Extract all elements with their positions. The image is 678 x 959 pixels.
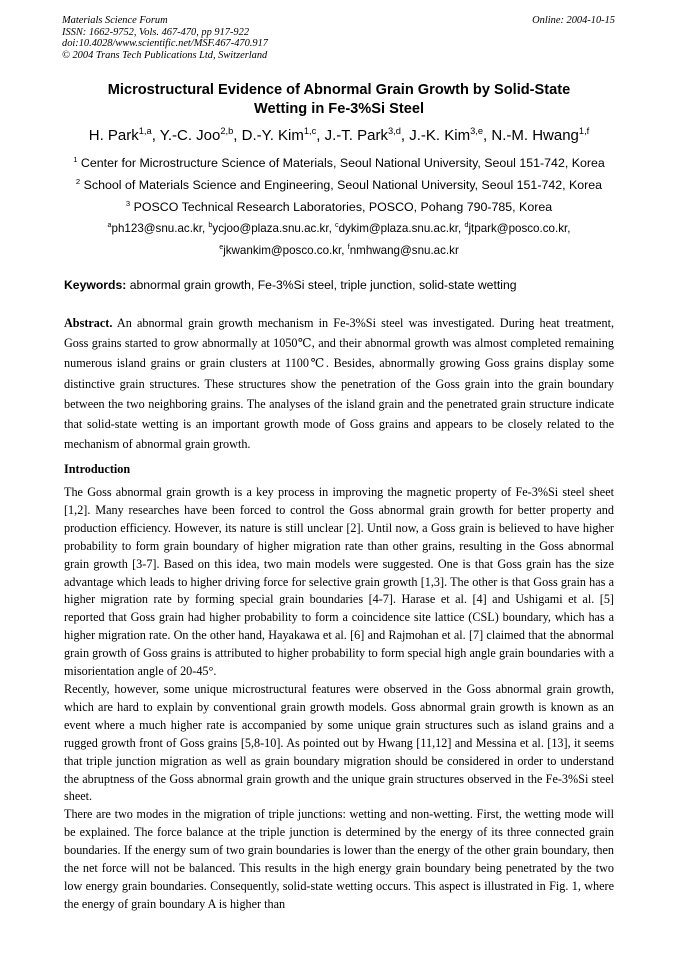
- section-heading-introduction: Introduction: [64, 462, 131, 476]
- paper-title: [40, 81, 638, 118]
- author: Y.-C. Joo$^{2,b}$: [159, 126, 234, 144]
- doi-line[interactable]: doi:10.4028/www.scientific.net/MSF.467-470.917: [62, 38, 268, 49]
- author: N.-M. Hwang$^{1,f}$: [491, 126, 590, 144]
- paragraph: The Goss abnormal grain growth is a key process in improving the magnetic property of Fe-3%Si steel sheet [1,2]. Many researches have been forced to control the Goss abnormal grain growth for better property and production efficiency. However, its nature is still unclear [2]. Until now, a Goss grain is believed to have higher probability to form grain boundary of higher migration rate than other grains, resulting in the Goss abnormal grain growth [3-7]. Based on this idea, two main models were suggested. One is that Goss grain has the size advantage which leads to higher driving force for selective grain growth [1,3]. The other is that Goss grain has a higher migration rate by forming special grain boundaries [4-7]. Harase et al. [4] and Ushigami et al. [5] reported that Goss grain had higher probability to form a coincidence site lattice (CSL) boundary, which has a higher migration rate. On the other hand, Hayakawa et al. [6] and Rajmohan et al. [7] claimed that the abnormal grain growth of Goss grains is attributed to higher probability to form special high angle grain boundaries with a misorientation angle of 20-45°.: [64, 485, 614, 679]
- affiliation: $^3$ POSCO Technical Research Laboratories, POSCO, Pohang 790-785, Korea: [125, 198, 553, 214]
- email-link[interactable]: nmhwang@snu.ac.kr: [349, 244, 459, 257]
- affiliation: $^2$ School of Materials Science and Engineering, Seoul National University, Seoul 151-742, Korea: [75, 176, 603, 192]
- abstract-text: An abnormal grain growth mechanism in Fe-3%Si steel was investigated. During heat treatment, Goss grains started to grow abnormally at 1050℃, and their abnormal growth was almost completed remaining numerous island grains or grain clusters at 1100℃. Besides, abnormally growing Goss grains display some distinctive grain structures. These structures show the penetration of the Goss grain into the grain boundary between the two neighboring grains. The analyses of the island grain and the penetrated grain structure indicate that solid-state wetting is an important growth mode of Goss grains and appears to be closely related to the mechanism of abnormal grain growth.: [64, 316, 614, 452]
- email-link[interactable]: jkwankim@posco.co.kr: [223, 244, 342, 257]
- copyright-line: © 2004 Trans Tech Publications Ltd, Switzerland: [62, 49, 268, 61]
- abstract-label: Abstract.: [64, 316, 113, 330]
- paragraph: Recently, however, some unique microstructural features were observed in the Goss abnormal grain growth, which are hard to explain by conventional grain growth models. Goss abnormal grain growth is known as an event where a much higher rate is accompanied by some unique grain structures such as island grains and a rugged growth front of Goss grains [5,8-10]. As pointed out by Hwang [11,12] and Messina et al. [13], it seems that triple junction migration as well as grain boundary migration should be considered in order to understand the abruptness of the Goss abnormal grain growth and the unique grain structures observed in the Fe-3%Si steel sheet.: [64, 681, 614, 804]
- keywords-text: abnormal grain growth, Fe-3%Si steel, triple junction, solid-state wetting: [129, 278, 517, 292]
- email-link[interactable]: jtpark@posco.co.kr: [468, 222, 568, 235]
- keywords: [64, 278, 517, 292]
- author: H. Park$^{1,a}$: [88, 126, 152, 144]
- title-line-2: Wetting in Fe-3%Si Steel: [253, 100, 425, 117]
- email-link[interactable]: ph123@snu.ac.kr: [111, 222, 202, 235]
- author: J.-K. Kim$^{3,e}$: [409, 126, 484, 144]
- keywords-label: Keywords:: [64, 278, 127, 292]
- online-date: Online: 2004-10-15: [532, 15, 615, 26]
- paragraph: There are two modes in the migration of triple junctions: wetting and non-wetting. First, the wetting mode will be explained. The force balance at the triple junction is determined by the energy of its three connected grain boundaries. If the energy sum of two grain boundaries is lower than the energy of the other grain boundary, then the net force will not be balanced. This results in the high energy grain boundary being penetrated by the two low energy grain boundaries. Consequently, solid-state wetting occurs. This aspect is illustrated in Fig. 1, where the energy of grain boundary A is higher than: [64, 807, 614, 911]
- email-link[interactable]: ycjoo@plaza.snu.ac.kr: [212, 222, 329, 235]
- affiliation: $^1$ Center for Microstructure Science of Materials, Seoul National University, Seoul 151-742, Korea: [73, 154, 605, 170]
- abstract: [64, 313, 614, 454]
- email-link[interactable]: dykim@plaza.snu.ac.kr: [338, 222, 458, 235]
- author-list: H. Park$^{1,a}$, Y.-C. Joo$^{2,b}$, D.-Y. Kim$^{1,c}$, J.-T. Park$^{3,d}$, J.-K. Kim$^{3,e}$, N.-M. Hwang$^{1,f}$: [88, 126, 590, 144]
- email-line: $^e$jkwankim@posco.co.kr, $^f$nmhwang@snu.ac.kr: [219, 242, 459, 257]
- introduction-body: [64, 484, 614, 914]
- email-line: $^a$ph123@snu.ac.kr, $^b$ycjoo@plaza.snu.ac.kr, $^c$dykim@plaza.snu.ac.kr, $^d$jtpark@posco.co.kr,: [107, 220, 571, 235]
- author: D.-Y. Kim$^{1,c}$: [241, 126, 317, 144]
- title-line-1: Microstructural Evidence of Abnormal Grain Growth by Solid-State: [107, 82, 571, 98]
- journal-name: Materials Science Forum: [62, 15, 168, 26]
- issn-line: ISSN: 1662-9752, Vols. 467-470, pp 917-922: [62, 26, 250, 38]
- author: J.-T. Park$^{3,d}$: [324, 126, 401, 144]
- publication-header: [62, 15, 268, 61]
